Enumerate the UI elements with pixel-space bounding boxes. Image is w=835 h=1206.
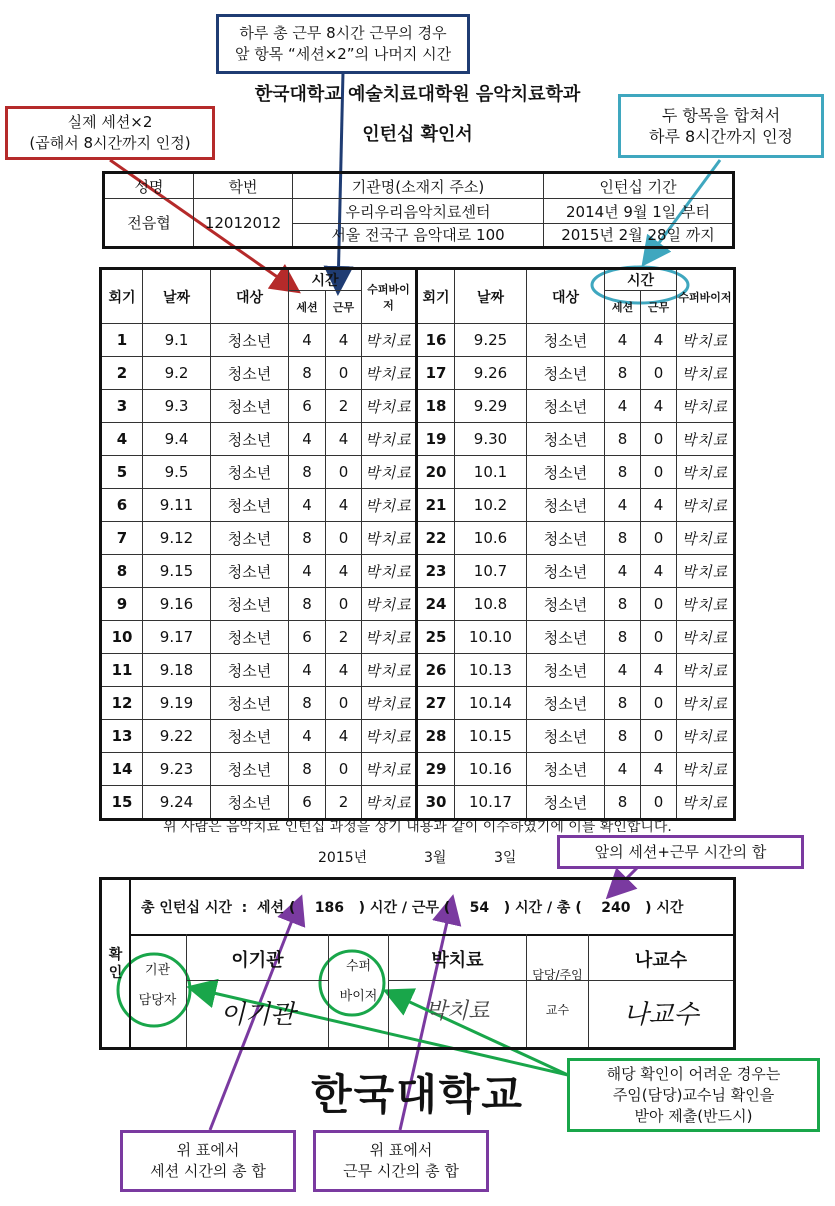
cell-work-right: 4 [641,390,677,423]
header-session: 세션 [289,291,326,324]
cell-work-right: 4 [641,324,677,357]
table-row [101,390,735,423]
cell-round-right: 25 [417,621,455,654]
confirm-side-label [102,880,131,1047]
cell-session-left: 4 [289,423,326,456]
cell-round-right: 17 [417,357,455,390]
cell-round-right: 19 [417,423,455,456]
cell-target-right: 청소년 [527,390,605,423]
cell-session-left: 8 [289,522,326,555]
header-date-r: 날짜 [455,269,527,324]
supervisor-signature: 박치료 [677,489,735,522]
cell-date-left: 9.23 [143,753,211,786]
cell-round-left: 15 [101,786,143,820]
cell-work-right: 4 [641,654,677,687]
cell-work-left: 4 [326,654,362,687]
supervisor-signature: 박치료 [677,588,735,621]
supervisor-signature: 박치료 [677,390,735,423]
cell-target-right: 청소년 [527,687,605,720]
info-header-id: 학번 [194,173,293,199]
sup-signature: 박치료 [425,999,490,1024]
callout-total-sum-text: 앞의 세션+근무 시간의 합 [594,842,767,861]
info-institution: 우리우리음악치료센터 [293,199,544,223]
cell-date-left: 9.15 [143,555,211,588]
cell-round-right: 20 [417,456,455,489]
cell-round-right: 22 [417,522,455,555]
cell-target-left: 청소년 [211,423,289,456]
cell-round-left: 7 [101,522,143,555]
cell-round-left: 9 [101,588,143,621]
cell-date-left: 9.1 [143,324,211,357]
prof-role-cell [527,934,589,1047]
inst-signature: 이기관 [219,1000,296,1030]
cell-date-right: 9.25 [455,324,527,357]
cell-work-right: 0 [641,720,677,753]
info-period-start: 2014년 9월 1일 부터 [544,199,734,223]
cell-work-left: 0 [326,456,362,489]
document-title: 한국대학교 예술치료대학원 음악치료학과 [254,84,581,105]
sup-role: 수퍼 바이저 [339,959,378,1004]
info-address: 서울 전국구 음악대로 100 [293,223,544,247]
sup-cell [389,934,527,1047]
cell-round-left: 6 [101,489,143,522]
supervisor-signature: 박치료 [362,753,417,786]
cell-work-left: 2 [326,621,362,654]
cell-work-right: 0 [641,687,677,720]
header-time-r: 시간 [605,269,677,291]
cell-round-right: 26 [417,654,455,687]
cell-work-right: 0 [641,423,677,456]
cell-round-left: 3 [101,390,143,423]
table-row [101,489,735,522]
cell-round-right: 28 [417,720,455,753]
cell-session-right: 8 [605,357,641,390]
supervisor-signature: 박치료 [677,357,735,390]
supervisor-signature: 박치료 [677,555,735,588]
supervisor-signature: 박치료 [677,621,735,654]
cell-target-left: 청소년 [211,621,289,654]
prof-cell [589,934,733,1047]
table-row [101,423,735,456]
cell-work-right: 0 [641,588,677,621]
callout-fallback [567,1058,820,1132]
cell-work-left: 0 [326,687,362,720]
cell-session-left: 8 [289,357,326,390]
supervisor-signature: 박치료 [362,687,417,720]
supervisor-signature: 박치료 [677,753,735,786]
cell-target-right: 청소년 [527,621,605,654]
cell-round-right: 23 [417,555,455,588]
info-header-name: 성명 [104,173,194,199]
cell-target-left: 청소년 [211,456,289,489]
header-supervisor: 수퍼바이저 [362,269,417,324]
cell-session-left: 4 [289,720,326,753]
supervisor-signature: 박치료 [362,489,417,522]
cell-work-left: 0 [326,357,362,390]
supervisor-signature: 박치료 [677,522,735,555]
callout-work-remainder [216,14,470,74]
cell-date-right: 10.10 [455,621,527,654]
supervisor-signature: 박치료 [362,456,417,489]
cell-work-left: 4 [326,555,362,588]
cell-round-left: 5 [101,456,143,489]
table-row [101,522,735,555]
cell-target-left: 청소년 [211,588,289,621]
cell-session-right: 4 [605,489,641,522]
supervisor-signature: 박치료 [362,720,417,753]
cell-work-left: 0 [326,753,362,786]
supervisor-signature: 박치료 [362,522,417,555]
table-row [101,456,735,489]
callout-work-total [313,1130,489,1192]
cell-work-right: 0 [641,522,677,555]
supervisor-signature: 박치료 [362,423,417,456]
cell-work-right: 0 [641,621,677,654]
cell-date-left: 9.16 [143,588,211,621]
cell-session-left: 4 [289,654,326,687]
cell-date-left: 9.24 [143,786,211,820]
supervisor-signature: 박치료 [677,687,735,720]
cell-date-left: 9.12 [143,522,211,555]
header-work: 근무 [326,291,362,324]
date-year: 2015년 [318,850,368,866]
prof-role: 담당/주임 [532,968,583,982]
cell-date-right: 10.6 [455,522,527,555]
cell-target-right: 청소년 [527,357,605,390]
cell-work-left: 4 [326,324,362,357]
cell-session-left: 4 [289,324,326,357]
cell-round-left: 8 [101,555,143,588]
cell-session-right: 8 [605,621,641,654]
info-name: 전음협 [104,199,194,248]
supervisor-signature: 박치료 [362,390,417,423]
cell-session-left: 8 [289,588,326,621]
supervisor-signature: 박치료 [362,588,417,621]
cell-target-right: 청소년 [527,555,605,588]
cell-session-right: 4 [605,555,641,588]
session-table [99,267,736,821]
table-row [101,687,735,720]
cell-session-left: 6 [289,621,326,654]
header-target: 대상 [211,269,289,324]
cell-round-right: 21 [417,489,455,522]
supervisor-signature: 박치료 [362,324,417,357]
cell-target-right: 청소년 [527,588,605,621]
callout-combined-text: 두 항목을 합쳐서 하루 8시간까지 인정 [649,106,793,146]
cell-target-right: 청소년 [527,753,605,786]
sup-role-cell [329,934,389,1047]
cell-work-left: 4 [326,423,362,456]
cell-date-right: 10.13 [455,654,527,687]
cell-round-left: 14 [101,753,143,786]
total-hours-line: 총 인턴십 시간 : 세션 ( 186 ) 시간 / 근무 ( 54 ) 시간 / 총 ( 240 ) 시간 [129,880,733,936]
cell-target-left: 청소년 [211,786,289,820]
table-row [101,357,735,390]
cell-session-right: 8 [605,522,641,555]
confirmation-statement: 위 사람은 음악치료 인턴십 과정을 상기 내용과 같이 이수하였기에 이를 확인합니다. [163,819,672,835]
cell-session-right: 8 [605,786,641,820]
cell-work-right: 0 [641,786,677,820]
table-row [101,654,735,687]
cell-work-left: 0 [326,522,362,555]
cell-target-right: 청소년 [527,423,605,456]
cell-date-left: 9.22 [143,720,211,753]
callout-total-sum [557,835,804,869]
cell-session-right: 4 [605,390,641,423]
cell-session-right: 4 [605,324,641,357]
supervisor-signature: 박치료 [362,654,417,687]
cell-date-left: 9.19 [143,687,211,720]
cell-session-left: 6 [289,786,326,820]
cell-date-left: 9.4 [143,423,211,456]
cell-target-left: 청소년 [211,720,289,753]
cell-session-right: 4 [605,654,641,687]
cell-date-right: 10.14 [455,687,527,720]
cell-work-left: 2 [326,390,362,423]
cell-target-right: 청소년 [527,456,605,489]
callout-session-total [120,1130,296,1192]
cell-target-right: 청소년 [527,489,605,522]
header-round-r: 회기 [417,269,455,324]
cell-target-right: 청소년 [527,720,605,753]
table-row [101,588,735,621]
cell-date-right: 10.2 [455,489,527,522]
cell-date-left: 9.18 [143,654,211,687]
cell-round-left: 1 [101,324,143,357]
cell-round-right: 27 [417,687,455,720]
cell-date-left: 9.5 [143,456,211,489]
cell-work-left: 2 [326,786,362,820]
cell-date-left: 9.3 [143,390,211,423]
callout-session-total-text: 위 표에서 세션 시간의 총 합 [150,1141,266,1180]
supervisor-signature: 박치료 [677,423,735,456]
supervisor-signature: 박치료 [677,456,735,489]
header-target-r: 대상 [527,269,605,324]
cell-work-right: 4 [641,489,677,522]
cell-round-left: 13 [101,720,143,753]
cell-round-left: 4 [101,423,143,456]
supervisor-signature: 박치료 [677,324,735,357]
name-divider-left [187,980,329,981]
table-row [101,621,735,654]
cell-target-left: 청소년 [211,555,289,588]
cell-round-left: 12 [101,687,143,720]
confirm-side-label-text: 확 인 [108,946,123,981]
prof-signature: 나교수 [623,1000,699,1030]
cell-target-left: 청소년 [211,390,289,423]
cell-target-left: 청소년 [211,324,289,357]
info-student-id: 12012012 [194,199,293,248]
prof-name: 나교수 [634,950,688,971]
cell-session-left: 8 [289,753,326,786]
cell-date-right: 10.17 [455,786,527,820]
date-month: 3월 [424,850,447,866]
callout-session-double-text: 실제 세션×2 (곱해서 8시간까지 인정) [29,113,191,152]
header-session-r: 세션 [605,291,641,324]
confirmation-box [99,877,736,1050]
prof-role-2: 교수 [545,1003,570,1017]
cell-session-right: 8 [605,588,641,621]
cell-target-left: 청소년 [211,489,289,522]
cell-work-left: 4 [326,720,362,753]
header-date: 날짜 [143,269,211,324]
cell-target-left: 청소년 [211,753,289,786]
cell-session-left: 6 [289,390,326,423]
cell-work-left: 0 [326,588,362,621]
cell-target-left: 청소년 [211,357,289,390]
cell-target-right: 청소년 [527,654,605,687]
cell-date-right: 10.16 [455,753,527,786]
supervisor-signature: 박치료 [677,654,735,687]
cell-date-right: 9.30 [455,423,527,456]
table-row [101,753,735,786]
inst-role-cell [129,934,187,1047]
header-work-r: 근무 [641,291,677,324]
cell-round-right: 18 [417,390,455,423]
callout-fallback-text: 해당 확인이 어려운 경우는 주임(담당)교수님 확인을 받아 제출(반드시) [606,1064,781,1125]
inst-cell [187,934,329,1047]
university-stamp: 한국대학교 [311,1070,524,1119]
table-header-row [101,269,735,291]
cell-work-right: 0 [641,456,677,489]
cell-round-left: 10 [101,621,143,654]
cell-session-left: 8 [289,687,326,720]
cell-date-left: 9.2 [143,357,211,390]
cell-round-right: 29 [417,753,455,786]
cell-work-right: 4 [641,753,677,786]
cell-session-right: 4 [605,753,641,786]
cell-round-left: 2 [101,357,143,390]
header-round: 회기 [101,269,143,324]
cell-target-right: 청소년 [527,522,605,555]
supervisor-signature: 박치료 [677,786,735,820]
cell-target-left: 청소년 [211,654,289,687]
cell-date-right: 9.26 [455,357,527,390]
supervisor-signature: 박치료 [362,621,417,654]
supervisor-signature: 박치료 [362,357,417,390]
cell-date-right: 9.29 [455,390,527,423]
inst-name: 이기관 [231,950,284,971]
cell-session-right: 8 [605,687,641,720]
document-subtitle: 인턴십 확인서 [362,124,473,145]
cell-round-right: 30 [417,786,455,820]
cell-session-left: 4 [289,489,326,522]
table-row [101,786,735,820]
cell-target-left: 청소년 [211,522,289,555]
info-table [102,171,735,249]
supervisor-signature: 박치료 [362,555,417,588]
info-header-institution: 기관명(소재지 주소) [293,173,544,199]
cell-date-left: 9.17 [143,621,211,654]
cell-work-right: 0 [641,357,677,390]
header-supervisor-r: 수퍼바이저 [677,269,735,324]
table-row [101,555,735,588]
cell-date-right: 10.8 [455,588,527,621]
cell-date-right: 10.7 [455,555,527,588]
cell-session-left: 8 [289,456,326,489]
sup-name: 박치료 [431,950,484,971]
callout-work-total-text: 위 표에서 근무 시간의 총 합 [343,1141,459,1180]
cell-work-left: 4 [326,489,362,522]
cell-target-left: 청소년 [211,687,289,720]
header-time: 시간 [289,269,362,291]
cell-session-right: 8 [605,423,641,456]
info-period-end: 2015년 2월 28일 까지 [544,223,734,247]
name-divider [389,980,733,981]
table-row [101,720,735,753]
supervisor-signature: 박치료 [677,720,735,753]
cell-session-right: 8 [605,456,641,489]
table-row [101,324,735,357]
cell-round-left: 11 [101,654,143,687]
supervisor-signature: 박치료 [362,786,417,820]
cell-round-right: 24 [417,588,455,621]
cell-target-right: 청소년 [527,324,605,357]
cell-session-left: 4 [289,555,326,588]
date-day: 3일 [494,850,517,866]
cell-target-right: 청소년 [527,786,605,820]
cell-date-right: 10.15 [455,720,527,753]
cell-session-right: 8 [605,720,641,753]
info-header-period: 인턴십 기간 [544,173,734,199]
cell-round-right: 16 [417,324,455,357]
cell-date-right: 10.1 [455,456,527,489]
inst-role: 기관 담당자 [138,963,177,1008]
callout-work-remainder-text: 하루 총 근무 8시간 근무의 경우 앞 항목 “세션×2”의 나머지 시간 [234,24,452,63]
cell-work-right: 4 [641,555,677,588]
cell-date-left: 9.11 [143,489,211,522]
